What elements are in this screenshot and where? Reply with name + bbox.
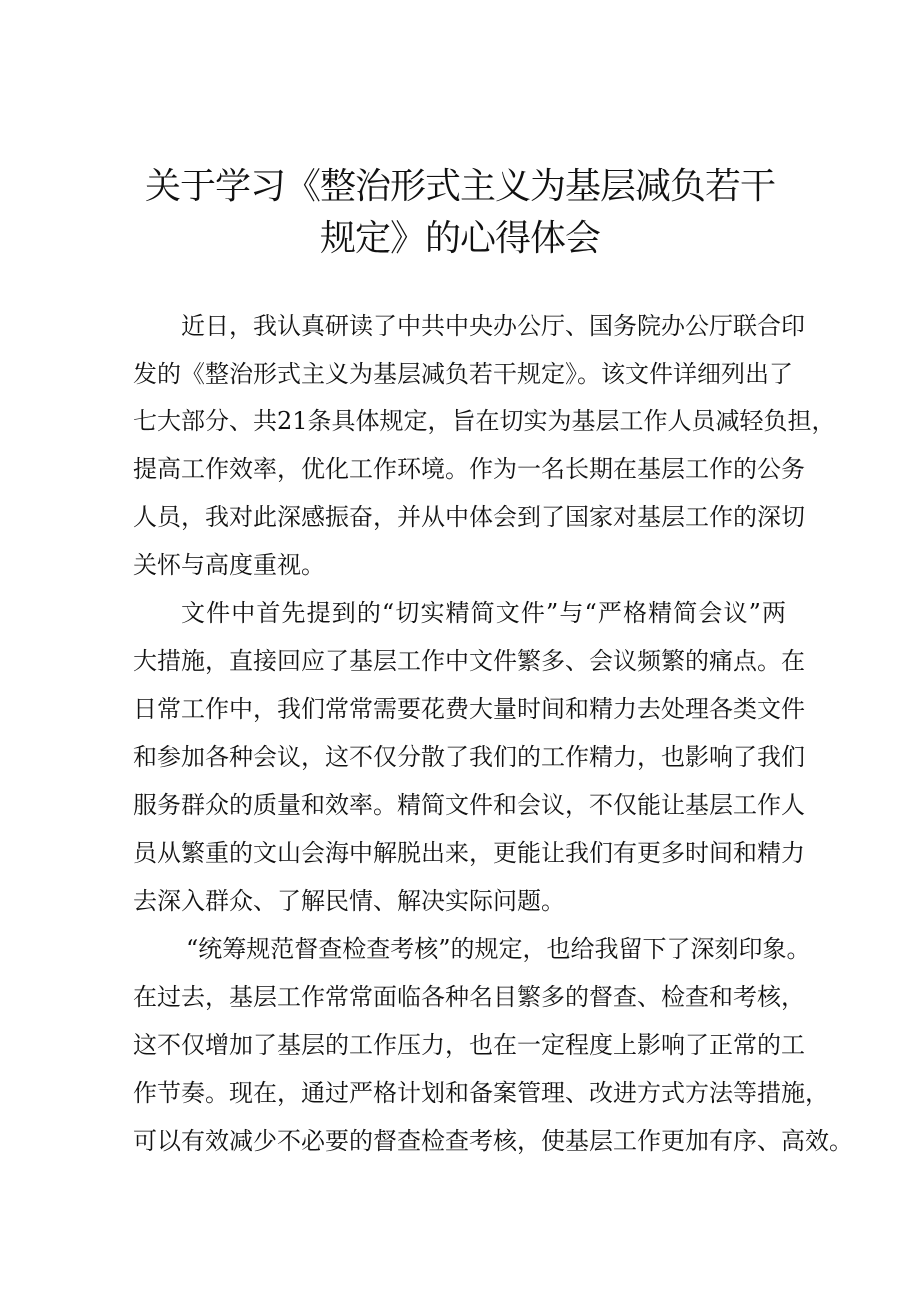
paragraph-1-line-5: 人员，我对此深感振奋，并从中体会到了国家对基层工作的深切 bbox=[133, 503, 805, 531]
paragraph-2-line-4: 和参加各种会议，这不仅分散了我们的工作精力，也影响了我们 bbox=[133, 743, 805, 771]
paragraph-3-line-2: 在过去，基层工作常常面临各种名目繁多的督查、检查和考核， bbox=[133, 983, 805, 1011]
paragraph-1-line-1: 近日，我认真研读了中共中央办公厅、国务院办公厅联合印 bbox=[181, 312, 805, 340]
document-title-line-2: 规定》的心得体会 bbox=[319, 218, 600, 259]
paragraph-1-line-2: 发的《整治形式主义为基层减负若干规定》。该文件详细列出了 bbox=[133, 360, 793, 388]
paragraph-2-line-2: 大措施，直接回应了基层工作中文件繁多、会议频繁的痛点。在 bbox=[133, 647, 805, 675]
paragraph-2-line-6: 员从繁重的文山会海中解脱出来，更能让我们有更多时间和精力 bbox=[133, 839, 805, 867]
paragraph-3-line-4: 作节奏。现在，通过严格计划和备案管理、改进方式方法等措施， bbox=[133, 1079, 829, 1107]
paragraph-2-line-7: 去深入群众、了解民情、解决实际问题。 bbox=[133, 887, 565, 915]
paragraph-2-line-5: 服务群众的质量和效率。精简文件和会议，不仅能让基层工作人 bbox=[133, 791, 805, 819]
paragraph-2-line-1: 文件中首先提到的“切实精简文件”与“严格精简会议”两 bbox=[181, 599, 786, 627]
paragraph-2-line-3: 日常工作中，我们常常需要花费大量时间和精力去处理各类文件 bbox=[133, 695, 805, 723]
paragraph-1-line-3: 七大部分、共21条具体规定，旨在切实为基层工作人员减轻负担， bbox=[133, 407, 836, 435]
paragraph-1-line-4: 提高工作效率，优化工作环境。作为一名长期在基层工作的公务 bbox=[133, 455, 805, 483]
paragraph-1-line-6: 关怀与高度重视。 bbox=[133, 551, 325, 579]
paragraph-3-line-1: “统筹规范督查检查考核”的规定，也给我留下了深刻印象。 bbox=[186, 935, 811, 963]
paragraph-3-line-3: 这不仅增加了基层的工作压力，也在一定程度上影响了正常的工 bbox=[133, 1031, 805, 1059]
document-title-line-1: 关于学习《整治形式主义为基层减负若干 bbox=[144, 166, 775, 207]
paragraph-3-line-5: 可以有效减少不必要的督查检查考核，使基层工作更加有序、高效。 bbox=[133, 1127, 853, 1155]
